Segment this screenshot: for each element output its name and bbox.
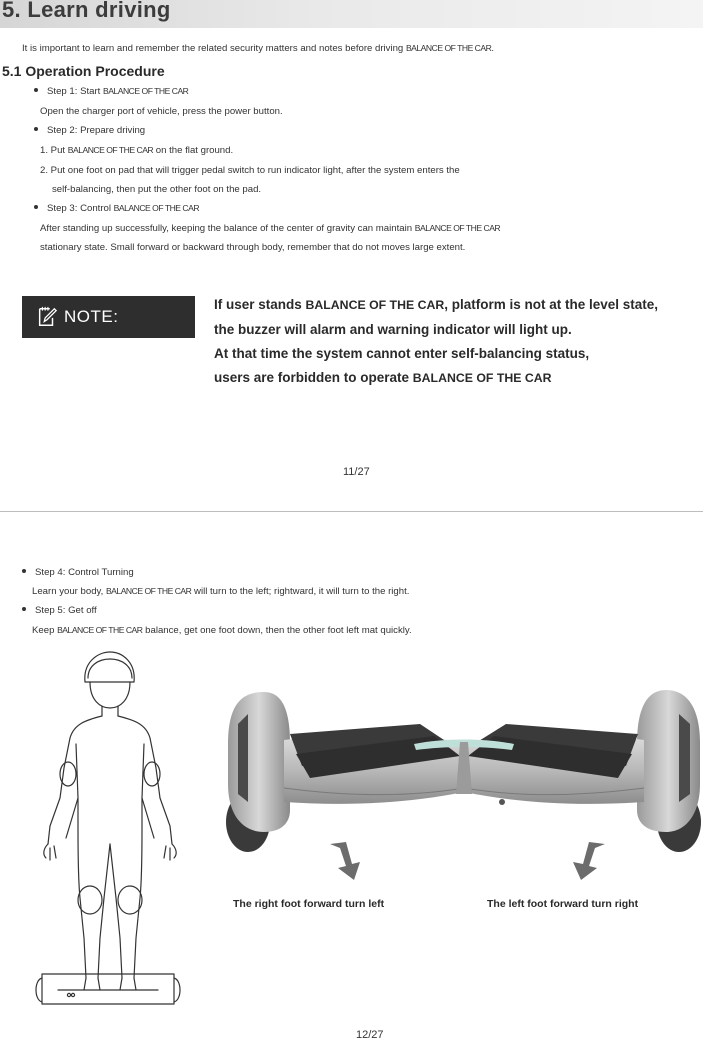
step2-item2-line2: self-balancing, then put the other foot on the pad. [52,184,262,195]
note-line1 [214,297,658,312]
product-name: BALANCE OF THE CAR [113,203,200,213]
bullet-icon [34,205,38,209]
step5-label [22,605,97,616]
note-pencil-icon [36,306,58,328]
page-title: 5. Learn driving [2,0,171,22]
step4-label-text: Step 4: Control Turning [35,567,134,578]
bullet-icon [22,607,26,611]
step3-label-text: Step 3: Control [47,203,114,214]
hoverboard-illustration [224,684,703,860]
product-name: BALANCE OF THE CAR [103,86,189,96]
step2-label-text: Step 2: Prepare driving [47,125,146,136]
product-name: BALANCE OF THE CAR [414,223,501,233]
page-number: 11/27 [343,466,370,478]
rider-figure [28,648,188,1016]
step3-desc2: stationary state. Small forward or backward through body, remember that do not moves large extent. [40,242,466,253]
bullet-icon [34,88,38,92]
turn-arrow-icon [565,838,609,884]
product-name: BALANCE OF THE CAR [405,43,492,53]
step2-item2-line1: 2. Put one foot on pad that will trigger pedal switch to run indicator light, after the system enters the [40,165,460,176]
note-badge [22,296,195,338]
step2-item1-b: on the flat ground. [153,145,234,156]
step4-desc-a: Learn your body, [32,586,106,597]
note-line1-b: , platform is not at the level state, [444,297,659,312]
step4-desc [32,586,409,597]
bullet-icon [22,569,26,573]
product-name: BALANCE OF THE CAR [105,586,192,596]
step3-desc1 [40,223,500,234]
note-line4-a: users are forbidden to operate [214,370,413,385]
product-name: BALANCE OF THE CAR [57,625,143,635]
note-line4 [214,370,551,385]
intro-paragraph [22,43,494,54]
step5-desc [32,625,412,636]
step1-label [34,86,188,97]
page-number: 12/27 [356,1029,384,1041]
intro-text: It is important to learn and remember the related security matters and notes before driving [22,43,406,54]
step2-item1 [40,145,233,156]
note-line1-a: If user stands [214,297,306,312]
caption-turn-right: The left foot forward turn right [487,898,639,910]
product-name: BALANCE OF THE CAR [412,371,552,385]
page-divider [0,511,703,512]
product-name: BALANCE OF THE CAR [305,298,445,312]
step5-desc-a: Keep [32,625,58,636]
step3-desc1-a: After standing up successfully, keeping the balance of the center of gravity can maintain [40,223,415,234]
intro-end: . [491,43,495,54]
step3-label [34,203,199,214]
note-line2: the buzzer will alarm and warning indicator will light up. [214,322,572,337]
product-name: BALANCE OF THE CAR [67,145,154,155]
step4-label [22,567,134,578]
caption-turn-left: The right foot forward turn left [233,898,385,910]
step5-label-text: Step 5: Get off [35,605,97,616]
note-line3: At that time the system cannot enter self-balancing status, [214,346,590,361]
step1-desc: Open the charger port of vehicle, press the power button. [40,106,283,117]
turn-arrow-icon [326,838,366,884]
note-label: NOTE: [64,307,119,326]
step2-item1-a: 1. Put [40,145,68,156]
step2-label [34,125,145,136]
bullet-icon [34,127,38,131]
step4-desc-b: will turn to the left; rightward, it will turn to the right. [191,586,410,597]
section-title: 5.1 Operation Procedure [2,63,165,79]
step5-desc-b: balance, get one foot down, then the other foot left mat quickly. [142,625,412,636]
step1-label-text: Step 1: Start [47,86,103,97]
